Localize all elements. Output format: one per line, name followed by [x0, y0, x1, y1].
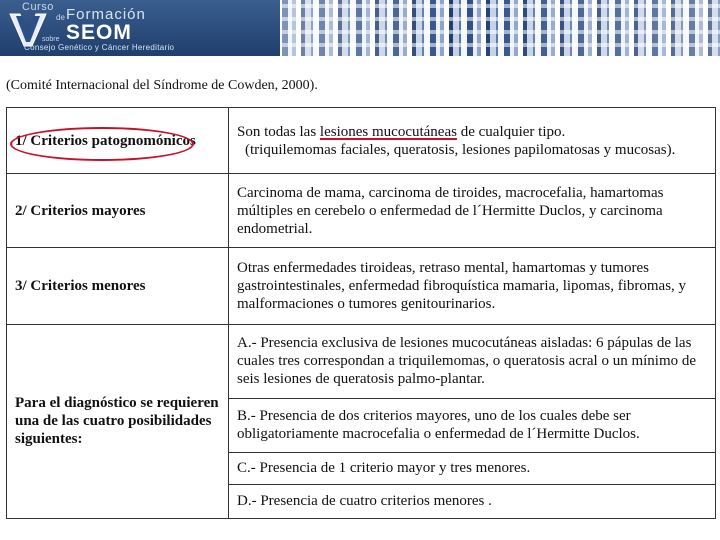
description-cell: Otras enfermedades tiroideas, retraso mental, hamartomas y tumores gastrointestinales, enfermedad fibroquística mamaria, lipomas, fibromas, y malformaciones o tumores genitourinarios. [229, 248, 716, 324]
logo-de-text: de [56, 13, 65, 22]
logo-formacion-text: Formación [66, 6, 146, 23]
logo-consejo-text: Consejo Genético y Cáncer Hereditario [24, 43, 175, 52]
description-cell [229, 108, 716, 174]
diagnosis-option-a: A.- Presencia exclusiva de lesiones mucocutáneas aisladas: 6 pápulas de las cuales tres correspondan a triquilemomas, o queratosis acral o un mínimo de seis lesiones de queratosis palmo-plantar. [229, 324, 716, 398]
logo-seom-text: SEOM [66, 21, 132, 44]
header-banner [0, 0, 720, 56]
diagnosis-option-d: D.- Presencia de cuatro criterios menores . [229, 484, 716, 518]
diagnosis-label-cell: Para el diagnóstico se requieren una de las cuatro posibilidades siguientes: [7, 324, 229, 519]
red-highlight-ellipse [10, 127, 194, 161]
label-cell [7, 174, 229, 248]
row1-underlined-text: lesiones mucocutáneas [319, 123, 457, 140]
citation: (Comité Internacional del Síndrome de Cowden, 2000). [6, 78, 318, 93]
header-stripes-decoration [282, 0, 720, 56]
diagnosis-option-b: B.- Presencia de dos criterios mayores, uno de los cuales debe ser obligatoriamente macrocefalia o enfermedad de l´Hermitte Duclos. [229, 398, 716, 452]
seom-logo [0, 0, 280, 56]
diagnosis-option-c: C.- Presencia de 1 criterio mayor y tres menores. [229, 452, 716, 484]
row-label: 1/ Criterios patognomónicos [15, 132, 196, 149]
table-row-patognomonicos [7, 108, 716, 174]
row1-text-before: Son todas las [237, 123, 320, 140]
label-cell [7, 248, 229, 324]
table-row-mayores [7, 174, 716, 248]
criteria-table [6, 107, 716, 519]
logo-sobre-text: sobre [42, 36, 60, 43]
table-row-diagnosis-a [7, 324, 716, 398]
row1-line2: (triquilemomas faciales, queratosis, lesiones papilomatosas y mucosas). [245, 141, 676, 158]
description-cell: Carcinoma de mama, carcinoma de tiroides, macrocefalia, hamartomas múltiples en cerebelo o enfermedad de l´Hermitte Duclos, y carcinoma endometrial. [229, 174, 716, 248]
label-cell [7, 108, 229, 174]
row-label: 2/ Criterios mayores [15, 202, 146, 219]
table-row-menores [7, 248, 716, 324]
row-label: 3/ Criterios menores [15, 277, 146, 294]
logo-curso-text: Curso [22, 1, 54, 13]
row1-text-after: de cualquier tipo. [456, 123, 566, 140]
